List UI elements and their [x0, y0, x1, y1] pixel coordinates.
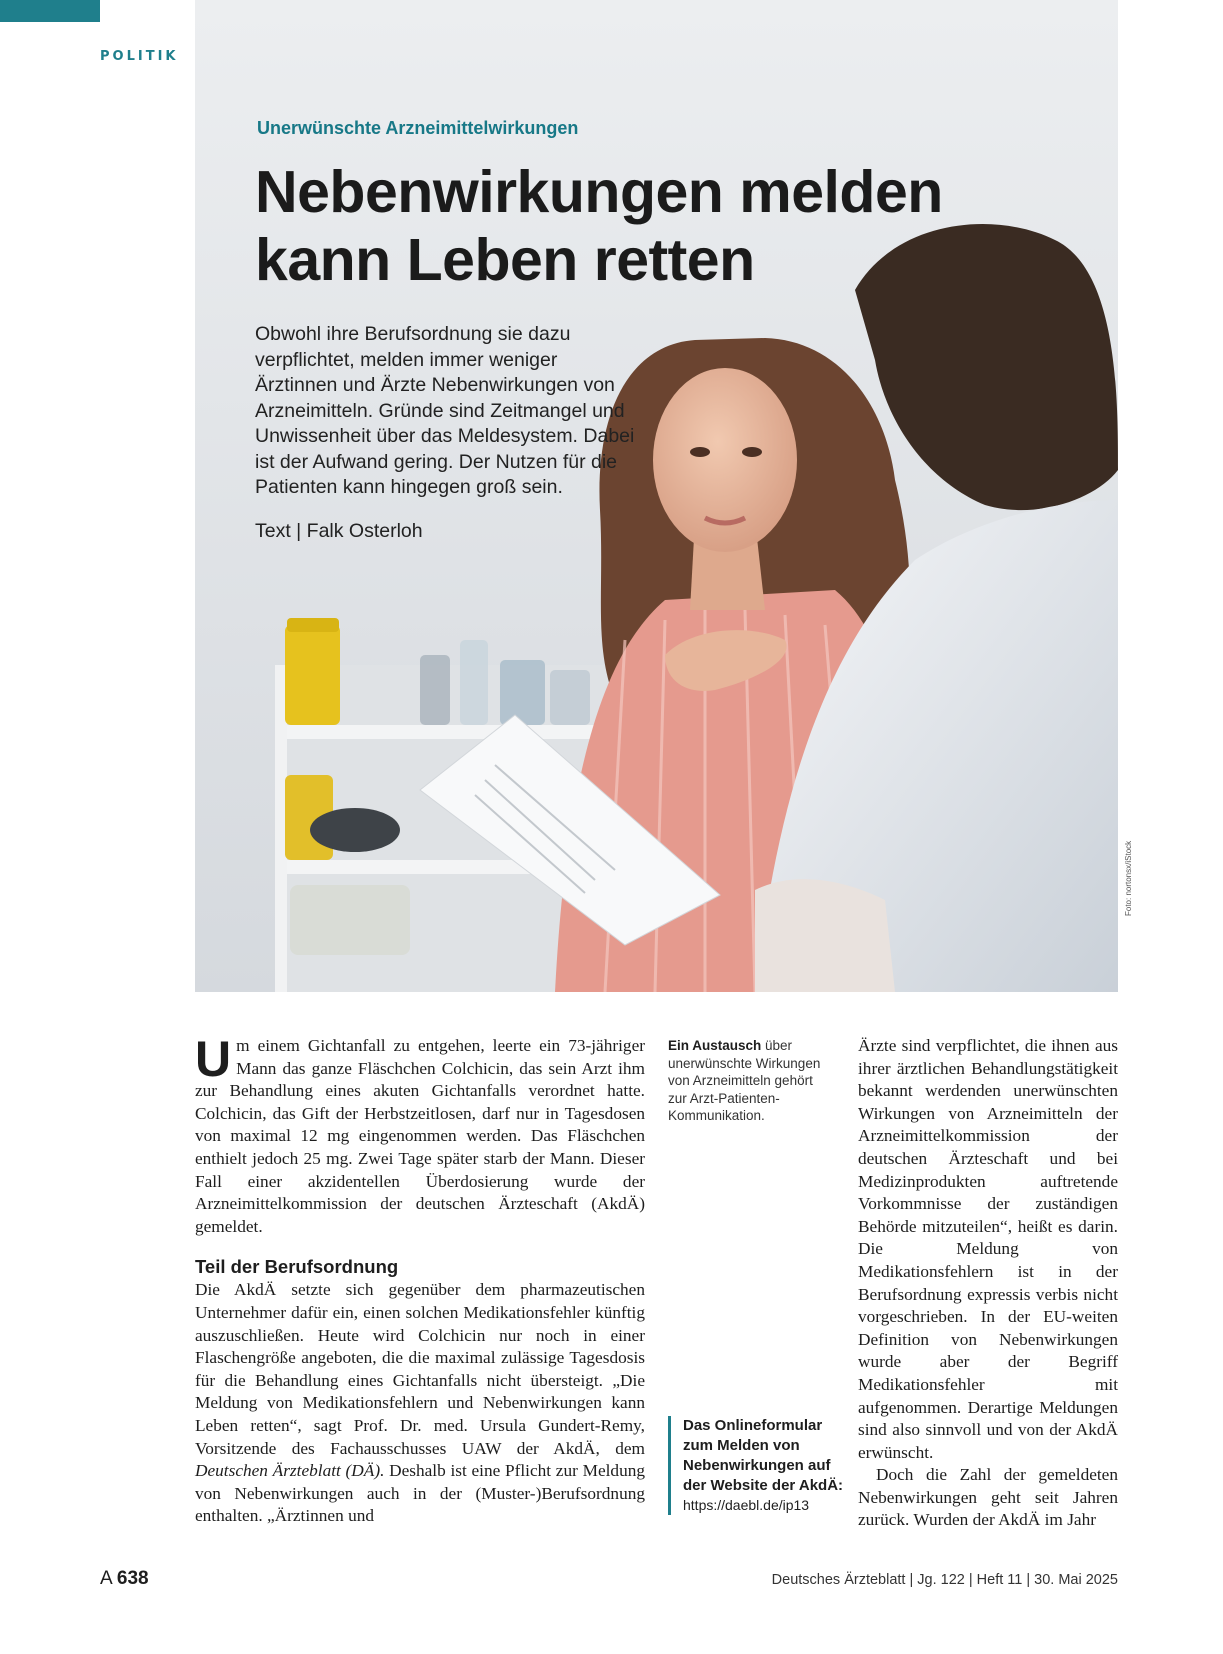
- body-paragraph: [195, 1279, 645, 1528]
- body-text-a: Die AkdÄ setzte sich gegenüber dem pharmazeutischen Unternehmer dafür ein, einen solchen Medikationsfehler künftig auszuschließen. Heute wird Colchicin nur noch in einer Flaschengröße angeboten, die die maximal zulässige Tagesdosis für die Behandlung eines Gichtanfalls nicht übersteigt. „Die Meldung von Medikationsfehlern und Nebenwirkungen kann Leben retten“, sagt Prof. Dr. med. Ursula Gundert-Remy, Vorsitzende des Fachausschusses UAW der AkdÄ, dem: [195, 1280, 645, 1458]
- hero-photo: [195, 0, 1118, 992]
- photo-credit: Foto: nortonsx/iStock: [1124, 840, 1133, 916]
- photo-caption: [668, 1037, 828, 1125]
- section-accent-bar: [0, 0, 100, 22]
- lead-text: m einem Gichtanfall zu entgehen, leerte ein 73-jähriger Mann das ganze Fläschchen Colchicin, das sein Arzt ihm zur Behandlung eines akuten Gichtanfalls verordnet hatte. Colchicin, das Gift der Herbstzeitlosen, darf nur in Tagesdosen von maximal 12 mg eingenommen werden. Das Fläschchen enthielt jedoch 25 mg. Zwei Tage später starb der Mann. Dieser Fall einer akzidentellen Überdosierung wurde der Arzneimittelkommission der deutschen Ärzteschaft (AkdÄ) gemeldet.: [195, 1036, 645, 1236]
- publication-name: Deutschen Ärzteblatt (DÄ).: [195, 1461, 385, 1481]
- article-column-right: [858, 1035, 1118, 1532]
- info-box: [668, 1416, 848, 1515]
- dropcap: U: [195, 1031, 232, 1087]
- headline-line-2: kann Leben retten: [255, 227, 755, 293]
- article-byline: Text | Falk Osterloh: [255, 520, 423, 542]
- subheading: Teil der Berufsordnung: [195, 1256, 399, 1278]
- caption-text: über unerwünschte Wirkungen von Arzneimitteln gehört zur Arzt-Patienten-Kommunikation.: [668, 1038, 821, 1123]
- right-paragraph-1: Ärzte sind verpflichtet, die ihnen aus ihrer ärztlichen Behandlungstätigkeit bekannt werdenden unerwünschten Wirkungen von Arzneimitteln der Arzneimittelkommission der deutschen Ärzteschaft und bei Medizinprodukten auftretende Vorkommnisse der zuständigen Behörde mitzuteilen“, heißt es darin. Die Meldung von Medikationsfehlern ist in der Berufsordnung expressis verbis nicht vorgeschrieben. In der EU-weiten Definition von Nebenwirkungen wurde aber der Begriff Medikationsfehler mit aufgenommen. Derartige Meldungen sind also sinnvoll und von der AkdÄ erwünscht.: [858, 1036, 1118, 1462]
- info-box-title: Das Onlineformular zum Melden von Nebenwirkungen auf der Website der AkdÄ:: [683, 1417, 844, 1494]
- journal-info: Deutsches Ärzteblatt | Jg. 122 | Heft 11 | 30. Mai 2025: [771, 1572, 1118, 1588]
- caption-bold: Ein Austausch: [668, 1038, 762, 1053]
- article-column-left: [195, 1031, 645, 1528]
- article-headline: [255, 158, 975, 294]
- article-standfirst: Obwohl ihre Berufsordnung sie dazu verpflichtet, melden immer weniger Ärztinnen und Ärzte Nebenwirkungen von Arzneimitteln. Gründe sind Zeitmangel und Unwissenheit über das Meldesystem. Dabei ist der Aufwand gering. Der Nutzen für die Patienten kann hingegen groß sein.: [255, 323, 635, 498]
- info-box-link[interactable]: https://daebl.de/ip13: [683, 1497, 810, 1513]
- article-kicker: Unerwünschte Arzneimittelwirkungen: [257, 118, 579, 138]
- page-number: 638: [116, 1568, 149, 1589]
- page-folio: [100, 1568, 149, 1590]
- section-label: POLITIK: [100, 49, 179, 64]
- lead-paragraph: [195, 1031, 645, 1238]
- headline-line-1: Nebenwirkungen melden: [255, 159, 943, 225]
- folio-prefix: A: [100, 1568, 112, 1589]
- right-paragraph-2: Doch die Zahl der gemeldeten Nebenwirkungen geht seit Jahren zurück. Wurden der AkdÄ im Jahr: [858, 1465, 1118, 1530]
- body-text-b: Deshalb ist eine Pflicht zur Meldung von Nebenwirkungen auch in der (Muster-)Berufsordnung enthalten. „Ärztinnen und: [195, 1461, 645, 1526]
